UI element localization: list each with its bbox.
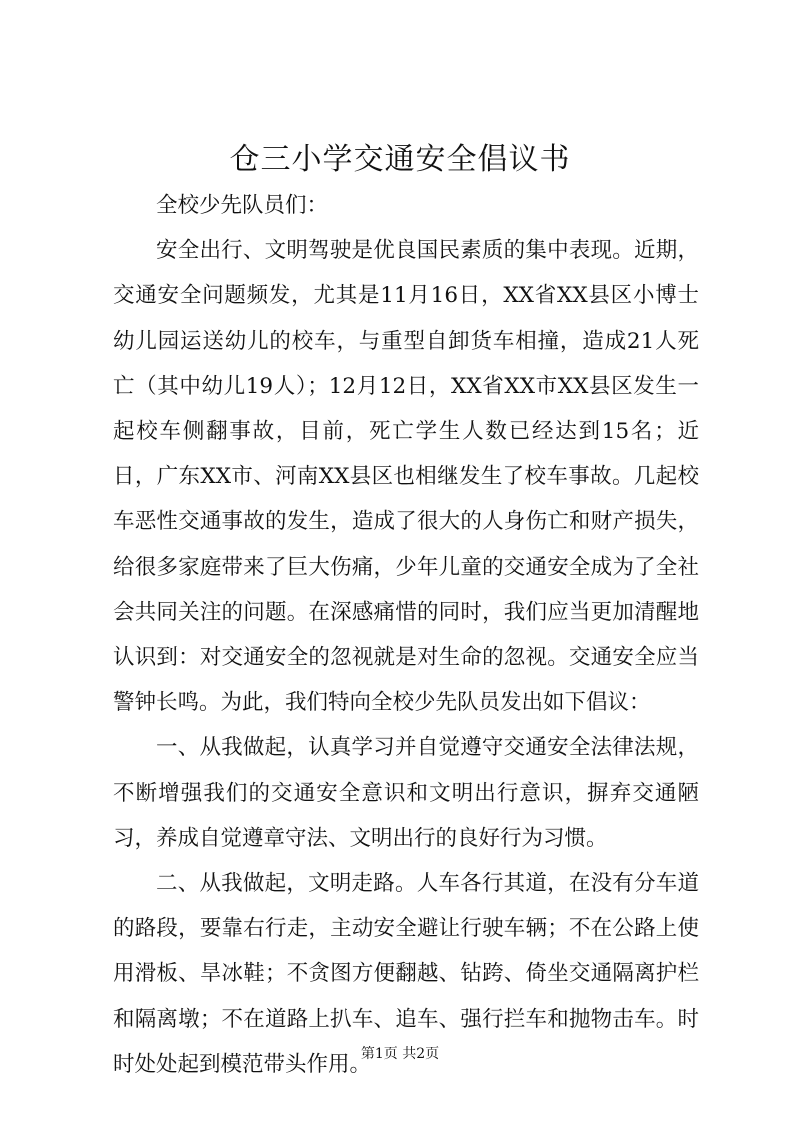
paragraph-intro: 安全出行、文明驾驶是优良国民素质的集中表现。近期，交通安全问题频发，尤其是11月16日，XX省XX县区小博士幼儿园运送幼儿的校车，与重型自卸货车相撞，造成21人死亡（其中幼儿19人）；12月12日，XX省XX市XX县区发生一起校车侧翻事故，目前，死亡学生人数已经达到15名；近日，广东XX市、河南XX县区也相继发生了校车事故。几起校车恶性交通事故的发生，造成了很大的人身伤亡和财产损失，给很多家庭带来了巨大伤痛，少年儿童的交通安全成为了全社会共同关注的问题。在深感痛惜的同时，我们应当更加清醒地认识到：对交通安全的忽视就是对生命的忽视。交通安全应当警钟长鸣。为此，我们特向全校少先队员发出如下倡议： bbox=[113, 238, 699, 716]
document-title: 仓三小学交通安全倡议书 bbox=[229, 142, 571, 177]
salutation: 全校少先队员们： bbox=[156, 193, 329, 218]
page-footer: 第1页 共2页 bbox=[360, 1046, 440, 1062]
document-body bbox=[113, 183, 699, 1087]
paragraph-proposal-2: 二、从我做起，文明走路。人车各行其道，在没有分车道的路段，要靠右行走，主动安全避让行驶车辆；不在公路上使用滑板、旱冰鞋；不贪图方便翻越、钻跨、倚坐交通隔离护栏和隔离墩；不在道路上扒车、追车、强行拦车和抛物击车。时时处处起到模范带头作用。 bbox=[113, 871, 699, 1077]
paragraph-proposal-1: 一、从我做起，认真学习并自觉遵守交通安全法律法规，不断增强我们的交通安全意识和文明出行意识，摒弃交通陋习，养成自觉遵章守法、文明出行的良好行为习惯。 bbox=[113, 735, 699, 851]
